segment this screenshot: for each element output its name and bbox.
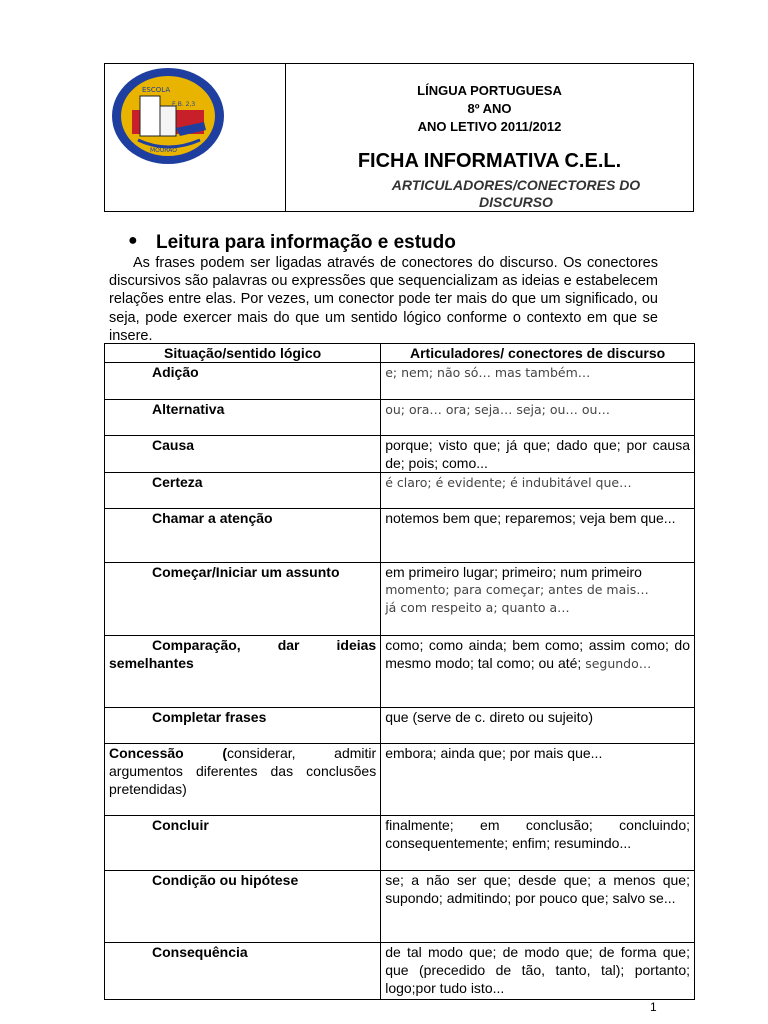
header-box	[104, 63, 694, 212]
logo-text-bottom: MOURÃO	[150, 147, 177, 154]
table-row	[105, 509, 695, 563]
column-header: Situação/sentido lógico	[105, 344, 381, 363]
table-row	[105, 363, 695, 400]
row-connectors-line: em primeiro lugar; primeiro; num primeiro	[385, 564, 642, 580]
row-connectors: ou; ora… ora; seja… seja; ou… ou…	[385, 402, 610, 417]
row-connectors-line: momento; para começar; antes de mais…	[385, 582, 649, 597]
row-connectors: é claro; é evidente; é indubitável que…	[385, 475, 632, 490]
row-connectors: como; como ainda; bem como; assim como; do mesmo modo; tal como; ou até;	[385, 637, 690, 671]
row-sense: Concluir	[152, 817, 209, 833]
table-row	[105, 943, 695, 1000]
table-row	[105, 636, 695, 708]
row-connectors-line: já com respeito a; quanto a…	[385, 600, 570, 615]
row-connectors: segundo…	[585, 656, 652, 671]
page-number: 1	[650, 1000, 657, 1014]
page-title: FICHA INFORMATIVA C.E.L.	[357, 150, 622, 172]
column-header: Articuladores/ conectores de discurso	[381, 344, 695, 363]
logo-text-top: ESCOLA	[142, 86, 171, 94]
row-sense: Consequência	[152, 944, 248, 960]
row-connectors: porque; visto que; já que; dado que; por causa de; pois; como...	[381, 436, 695, 473]
row-connectors: notemos bem que; reparemos; veja bem que...	[381, 509, 695, 563]
row-connectors: de tal modo que; de modo que; de forma que; que (precedido de tão, tanto, tal); portanto; logo;por tudo isto...	[381, 943, 695, 1000]
grade-line: 8º ANO	[467, 101, 512, 116]
row-sense: Causa	[152, 437, 195, 453]
section-heading	[128, 232, 456, 254]
row-sense: Chamar a atenção	[152, 510, 273, 526]
row-sense-open: (	[183, 745, 228, 761]
row-sense: Concessão	[109, 745, 184, 761]
page-subtitle: ARTICULADORES/CONECTORES DO DISCURSO	[391, 177, 641, 210]
row-connectors: finalmente; em conclusão; concluindo; consequentemente; enfim; resumindo...	[381, 816, 695, 871]
table-row	[105, 436, 695, 473]
row-connectors: se; a não ser que; desde que; a menos que; supondo; admitindo; por pouco que; salvo se...	[381, 871, 695, 943]
table-header-row	[105, 344, 695, 363]
row-sense: Comparação, dar ideias	[152, 637, 377, 653]
school-year-line: ANO LETIVO 2011/2012	[417, 119, 562, 134]
row-sense: Começar/Iniciar um assunto	[152, 564, 340, 580]
table-row	[105, 816, 695, 871]
intro-paragraph: As frases podem ser ligadas através de conectores do discurso. Os conectores discursivos são palavras ou expressões que sequencializam as ideias e estabelecem relações entre elas. Por vezes, um conector pode ter mais do que um significado, ou seja, pode exercer mais do que um sentido lógico conforme o contexto em que se insere.	[109, 255, 658, 344]
table-row	[105, 871, 695, 943]
school-logo	[110, 66, 226, 166]
table-row	[105, 473, 695, 509]
row-sense-detail: considerar, admitir argumentos diferentes das conclusões pretendidas)	[109, 745, 377, 797]
row-sense: Completar frases	[152, 709, 267, 725]
subject-line: LÍNGUA PORTUGUESA	[417, 83, 562, 98]
title-cell	[286, 64, 693, 211]
row-connectors: e; nem; não só… mas também…	[385, 365, 591, 380]
row-sense: Condição ou hipótese	[152, 872, 299, 888]
section-heading-text: Leitura para informação e estudo	[156, 232, 456, 253]
row-sense: Adição	[152, 364, 199, 380]
table-row	[105, 400, 695, 436]
table-row	[105, 563, 695, 636]
row-sense: semelhantes	[109, 655, 194, 671]
row-sense: Certeza	[152, 474, 203, 490]
row-connectors: que (serve de c. direto ou sujeito)	[381, 708, 695, 744]
row-sense: Alternativa	[152, 401, 225, 417]
logo-cell	[105, 64, 286, 211]
bullet-icon: ●	[128, 232, 138, 249]
row-connectors: embora; ainda que; por mais que...	[381, 744, 695, 816]
logo-text-eb: E.B. 2,3	[172, 101, 196, 108]
connectors-table	[104, 343, 695, 1000]
table-row	[105, 744, 695, 816]
table-row	[105, 708, 695, 744]
